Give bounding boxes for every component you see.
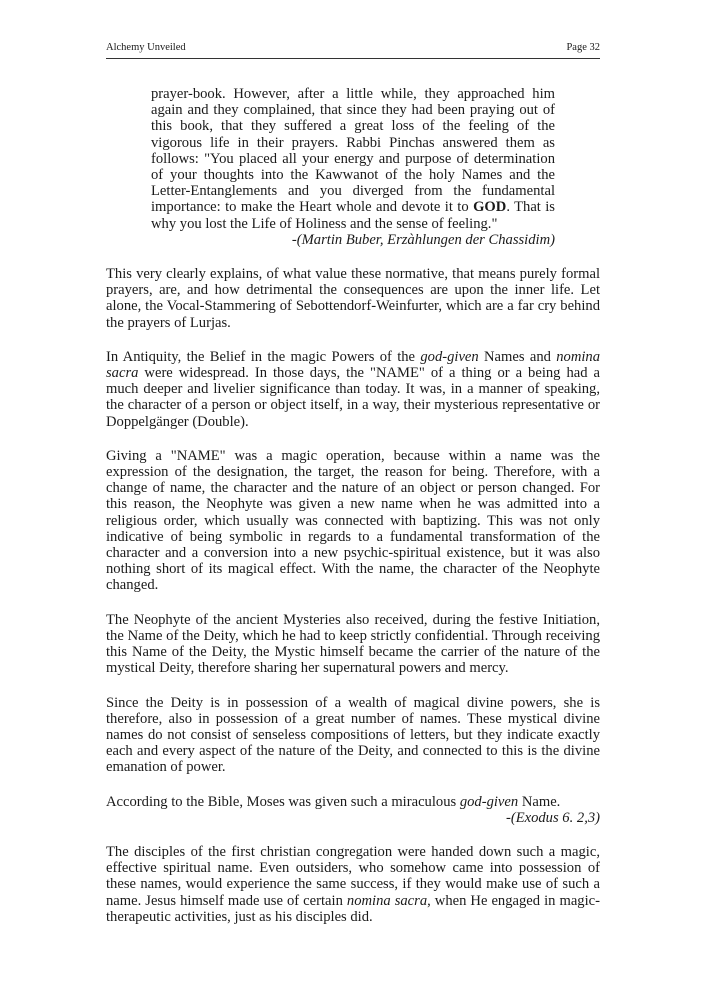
italic-run: nomina sacra (346, 892, 428, 909)
text-run: According to the Bible, Moses was given such a miraculous (106, 793, 460, 810)
block-quote (151, 86, 555, 232)
quote-text-end: . That is why you lost the Life of Holiness and the sense of feeling." (151, 199, 555, 232)
page-number: Page 32 (566, 42, 600, 53)
paragraph-7 (106, 844, 600, 925)
paragraph-5: Since the Deity is in possession of a wealth of magical divine powers, she is therefore, also in possession of a great number of names. These mystical divine names do not consist of senseless compositions of letters, but they indicate exactly each and every aspect of the nature of the Deity, and connected to this is the divine emanation of power. (106, 694, 600, 776)
quote-source: -(Martin Buber, Erzàhlungen der Chassidim) (291, 231, 555, 248)
quote-god-bold: GOD (473, 199, 507, 216)
paragraph-4: The Neophyte of the ancient Mysteries also received, during the festive Initiation, the Name of the Deity, which he had to keep strictly confidential. Through receiving this Name of the Deity, the Mystic himself became the carrier of the nature of the mystical Deity, therefore sharing her supernatural powers and mercy. (106, 611, 600, 677)
paragraph-2 (106, 349, 600, 430)
paragraph-6 (106, 794, 600, 810)
page-body (106, 86, 600, 925)
text-run: Names and (478, 348, 557, 365)
page-header (106, 42, 600, 59)
quote-text: prayer-book. However, after a little while, they approached him again and they complained, that since they had been praying out of this book, that they suffered a great loss of the feeling of the vigorous life in their prayers. Rabbi Pinchas answered them as follows: "You placed all your energy and purpose of determination of your thoughts into the Kawwanot of the holy Names and the Letter-Entanglements and you diverged from the fundamental importance: to make the Heart whole and devote it to (151, 86, 555, 216)
italic-run: nomina sacra (106, 348, 600, 382)
exodus-source: -(Exodus 6. 2,3) (505, 809, 600, 826)
text-run: The disciples of the first christian congregation were handed down such a magic, effective spiritual name. Even outsiders, who somehow came into possession of these names, would experience the same success, if they would make use of such a name. Jesus himself made use of certain (106, 843, 600, 909)
italic-run: god-given (459, 793, 519, 810)
text-run: were widespread. In those days, the "NAME" of a thing or a being had a much deeper and livelier significance than today. It was, in a manner of speaking, the character of a person or object itself, in a way, their mysterious representative or Doppelgänger (Double). (106, 365, 600, 430)
text-run: Name. (518, 793, 561, 810)
text-run: , when He engaged in magic-therapeutic activities, just as his disciples did. (106, 892, 600, 925)
paragraph-3: Giving a "NAME" was a magic operation, because within a name was the expression of the designation, the target, the reason for being. Therefore, with a change of name, the character and the nature of an object or person changed. For this reason, the Neophyte was given a new name when he was admitted into a religious order, which usually was connected with baptizing. This was not only indicative of being symbolic in regards to a fundamental transformation of the character and a conversion into a new psychic-spiritual existence, but it was also nothing short of its magical effect. With the name, the character of the Neophyte changed. (106, 447, 600, 594)
book-title: Alchemy Unveiled (106, 42, 186, 53)
paragraph-1: This very clearly explains, of what value these normative, that means purely formal prayers, are, and how detrimental the consequences are upon the inner life. Let alone, the Vocal-Stammering of Sebottendorf-Weinfurter, which are a far cry behind the prayers of Lurjas. (106, 266, 600, 331)
italic-run: god-given (420, 348, 479, 365)
text-run: In Antiquity, the Belief in the magic Powers of the (106, 348, 421, 365)
